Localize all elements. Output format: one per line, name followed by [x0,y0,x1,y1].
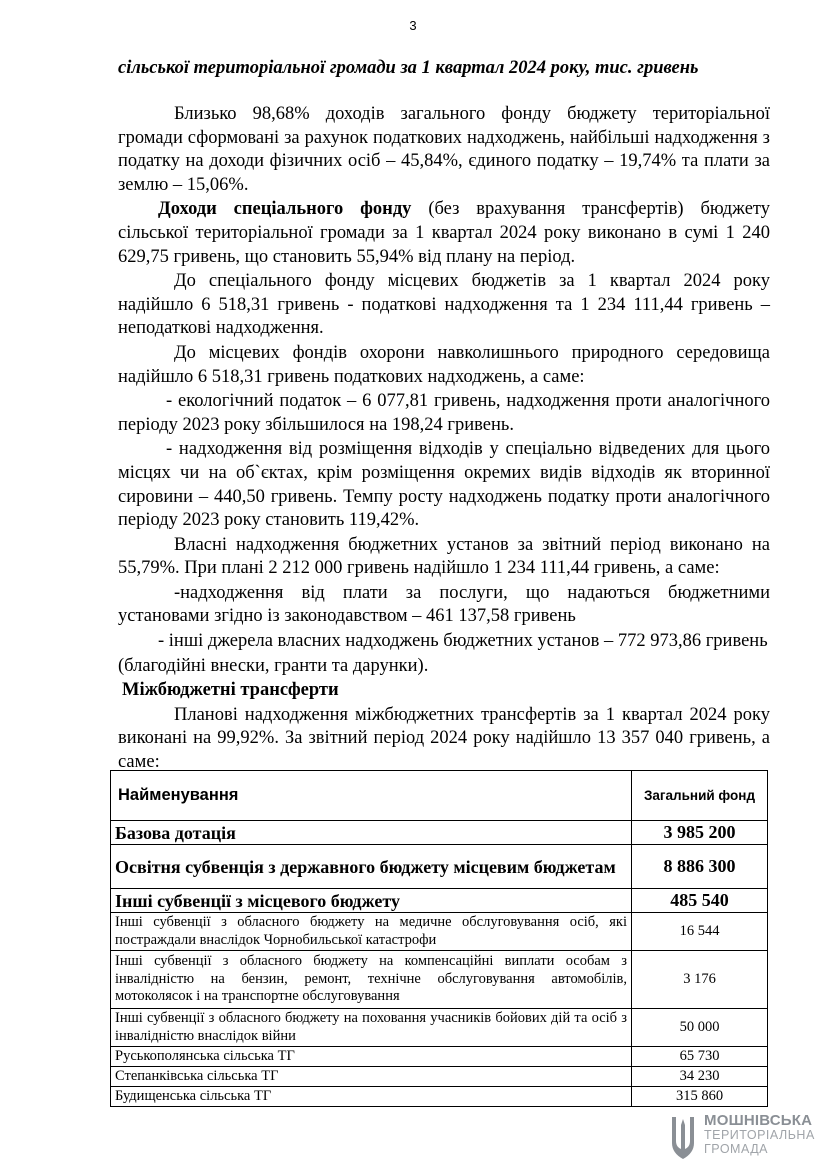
logo-text [704,1114,815,1156]
section-title-transfers: Міжбюджетні трансферти [122,680,339,701]
logo-line-1: МОШНІВСЬКА [704,1112,813,1129]
paragraph-own-revenues: Власні надходження бюджетних установ за звітний період виконано на 55,79%. При плані 2 212 000 гривень надійшло 1 234 111,44 гривень, а саме: [118,534,770,579]
section-heading: сільської територіальної громади за 1 квартал 2024 року, тис. гривень [118,58,699,78]
paragraph-transfers: Планові надходження міжбюджетних трансфертів за 1 квартал 2024 року виконані на 99,92%. За звітний період 2024 року надійшло 13 357 040 гривень, а саме: [118,704,770,773]
table-row [111,951,768,1009]
row-name: Руськополянська сільська ТГ [111,1047,632,1067]
list-item-waste: - надходження від розміщення відходів у спеціально відведених для цього місцях чи на об`єктах, крім розміщення окремих видів відходів як вторинної сировини – 440,50 гривень. Темпу росту надходжень податку проти аналогічного періоду 2023 року становить 119,42%. [118,439,770,531]
list-item-services: -надходження від плати за послуги, що надаються бюджетними установами згідно із законодавством – 461 137,58 гривень [118,582,770,627]
row-value: 16 544 [632,913,768,951]
header-name: Найменування [111,771,632,821]
header-fund: Загальний фонд [632,771,768,821]
paragraph-general-fund: Близько 98,68% доходів загального фонду бюджету територіальної громади сформовані за рахунок податкових надходжень, найбільші надходження з податку на доходи фізичних осіб – 45,84%, єдиного податку – 19,74% та плати за землю – 15,06%. [118,104,770,195]
paragraph-environment-funds: До місцевих фондів охорони навколишнього природного середовища надійшло 6 518,31 гривень податкових надходжень, а саме: [118,342,770,387]
row-name: Інші субвенції з місцевого бюджету [111,889,632,913]
table-row [111,1087,768,1107]
row-value: 3 176 [632,951,768,1009]
row-value: 8 886 300 [632,845,768,889]
special-fund-title: Доходи спеціального фонду [158,199,412,220]
page-number: 3 [409,18,417,33]
row-value: 65 730 [632,1047,768,1067]
logo-line-3: ГРОМАДА [704,1142,769,1156]
table-row [111,821,768,845]
community-logo [668,1113,813,1165]
table-row [111,889,768,913]
transfers-table [110,770,768,1107]
row-name: Степанківська сільська ТГ [111,1067,632,1087]
paragraph-special-fund-receipts: До спеціального фонду місцевих бюджетів за 1 квартал 2024 року надійшло 6 518,31 гривень - податкові надходження та 1 234 111,44 гривень – неподаткові надходження. [118,271,770,339]
paragraph-note: (благодійні внески, гранти та дарунки). [118,655,429,676]
table-row [111,913,768,951]
row-value: 34 230 [632,1067,768,1087]
logo-line-2: ТЕРИТОРІАЛЬНА [704,1128,815,1142]
row-name: Освітня субвенція з державного бюджету місцевим бюджетам [111,845,632,889]
paragraph-special-fund [118,198,770,269]
table-row [111,1047,768,1067]
row-name: Інші субвенції з обласного бюджету на медичне обслуговування осіб, які постраждали внаслідок Чорнобильської катастрофи [111,913,632,951]
special-fund-text: (без врахування трансфертів) бюджету сільської територіальної громади за 1 квартал 2024 року виконано в сумі 1 240 629,75 гривень, що становить 55,94% від плану на період. [118,199,771,267]
trident-icon [668,1113,698,1163]
document-body [118,103,770,776]
table-row [111,1067,768,1087]
table-header-row [111,771,768,821]
row-value: 3 985 200 [632,821,768,845]
row-name: Будищенська сільська ТГ [111,1087,632,1107]
row-value: 50 000 [632,1009,768,1047]
row-name: Інші субвенції з обласного бюджету на поховання учасників бойових дій та осіб з інвалідністю внаслідок війни [111,1009,632,1047]
row-name: Базова дотація [111,821,632,845]
list-item-eco-tax: - екологічний податок – 6 077,81 гривень, надходження проти аналогічного періоду 2023 року збільшилося на 198,24 гривень. [118,391,770,435]
table-row [111,845,768,889]
row-value: 485 540 [632,889,768,913]
row-value: 315 860 [632,1087,768,1107]
list-item-other-sources: - інші джерела власних надходжень бюджетних установ – 772 973,86 гривень [158,631,768,652]
table-row [111,1009,768,1047]
row-name: Інші субвенції з обласного бюджету на компенсаційні виплати особам з інвалідністю на бензин, ремонт, технічне обслуговування автомобілів, мотоколясок і на транспортне обслуговування [111,951,632,1009]
